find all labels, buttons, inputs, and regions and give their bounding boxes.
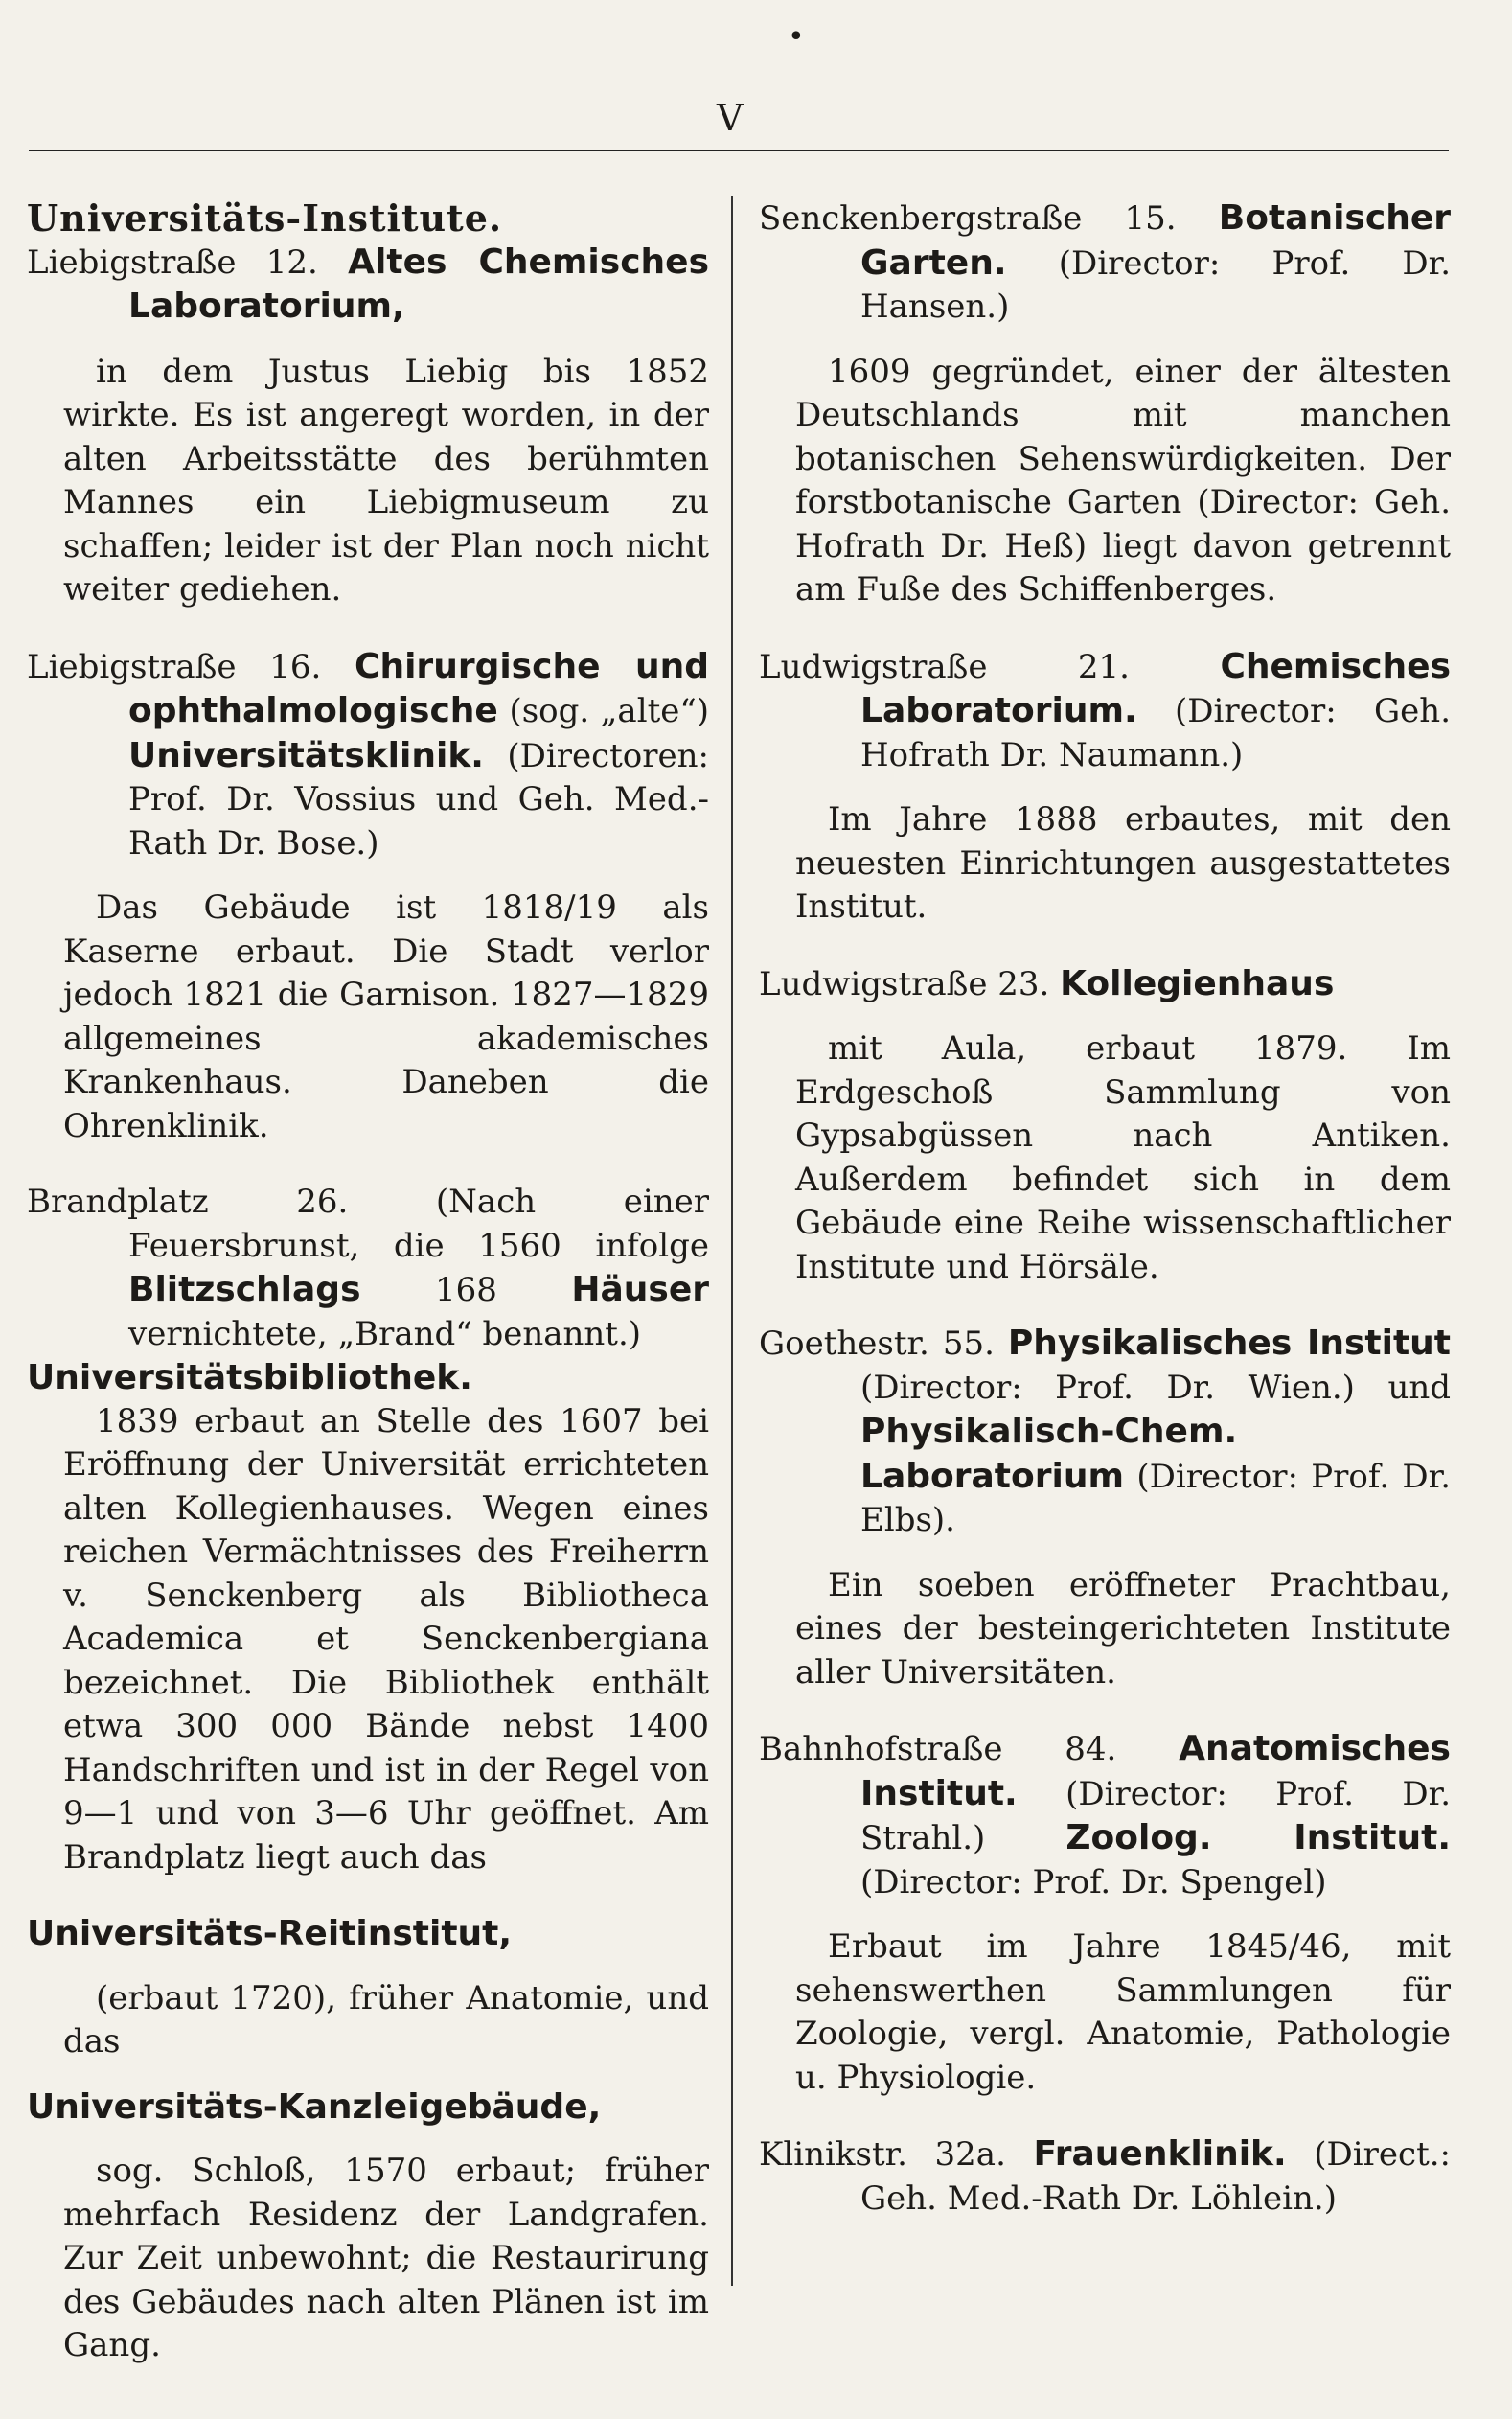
entry-directors: (Director: Geh. Hofrath Dr. Naumann.) — [860, 692, 1451, 774]
entry-description: Das Gebäude ist 1818/19 als Kaserne erbaut. Die Stadt verlor jedoch 1821 die Garnison. 1827—1829 allgemeines akademisches Krankenhaus. Daneben die Ohrenklinik. — [63, 888, 709, 1145]
entry-description: 1609 gegründet, einer der ältesten Deutschlands mit manchen botanischen Sehenswürdigkeiten. Der forstbotanische Garten (Director: Geh. Hofrath Dr. Heß) liegt davon getrennt am Fuße des Schiffenberges. — [795, 352, 1451, 609]
entry-title: Physikalisches Institut — [1007, 1324, 1452, 1363]
library-description: 1839 erbaut an Stelle des 1607 bei Eröffnung der Universität errichteten alten Kollegienhauses. Wegen eines reichen Vermächtnisses des Freiherrn v. Senckenberg als Bibliotheca Academica et Senckenbergiana bezeichnet. Die Bibliothek enthält etwa 300 000 Bände nebst 1400 Handschriften und ist in der Regel von 9—1 und von 3—6 Uhr geöffnet. Am Brandplatz liegt auch das — [63, 1401, 709, 1877]
entry-address: Klinikstr. 32a. — [759, 2135, 1006, 2174]
entry-chirurgische-klinik — [27, 645, 709, 866]
kanzleigebaeude-description: sog. Schloß, 1570 erbaut; früher mehrfach Residenz der Landgrafen. Zur Zeit unbewohnt; die Restaurirung des Gebäudes nach alten Plänen ist im Gang. — [63, 2152, 709, 2364]
entry-directors-second: (Director: Prof. Dr. Elbs). — [860, 1457, 1451, 1539]
entry-address: Liebigstraße 16. — [27, 647, 322, 686]
entry-address: Goethestr. 55. — [759, 1325, 995, 1363]
entry-directors: (Direct.: Geh. Med.-Rath Dr. Löhlein.) — [860, 2135, 1451, 2218]
entry-title: Chirurgische und ophthalmologische — [128, 646, 710, 730]
entry-address: Ludwigstraße 21. — [759, 647, 1130, 686]
entry-address: Senckenbergstraße 15. — [759, 199, 1177, 238]
entry-anatomisches-institut — [759, 1727, 1451, 1904]
entry-description: Erbaut im Jahre 1845/46, mit sehenswerthen Sammlungen für Zoologie, vergl. Anatomie, Pathologie u. Physiologie. — [795, 1927, 1451, 2097]
entry-address: Brandplatz 26. — [27, 1183, 349, 1221]
entry-chemisches-lab — [759, 645, 1451, 778]
entry-address: Ludwigstraße 23. — [759, 964, 1050, 1003]
entry-description: mit Aula, erbaut 1879. Im Erdgeschoß Sammlung von Gypsabgüssen nach Antiken. Außerdem befindet sich in dem Gebäude eine Reihe wissenschaftlicher Institute und Hörsäle. — [795, 1029, 1451, 1286]
entry-title: Altes Chemisches Laboratorium, — [128, 242, 710, 326]
entry-botanischer-garten — [759, 196, 1451, 330]
entry-title-second: Zoolog. Institut. — [1065, 1818, 1452, 1857]
entry-altes-chemisches-lab — [27, 241, 709, 330]
entry-emph: Häuser — [571, 1270, 710, 1309]
heading-reitinstitut: Universitäts-Reitinstitut, — [27, 1914, 513, 1953]
entry-description: in dem Justus Liebig bis 1852 wirkte. Es ist angeregt worden, in der alten Arbeitsstätte des berühmten Mannes ein Liebigmuseum zu schaffen; leider ist der Plan noch nicht weiter gediehen. — [63, 352, 709, 609]
page-number: V — [717, 97, 744, 139]
entry-title: Chemisches Laboratorium. — [860, 646, 1452, 730]
entry-text: vernichtete, „Brand“ benannt.) — [128, 1314, 642, 1353]
entry-address: Bahnhofstraße 84. — [759, 1730, 1117, 1768]
entry-brandplatz — [27, 1181, 709, 1356]
entry-directors: (Director: Prof. Dr. Hansen.) — [860, 243, 1451, 326]
entry-emph: Blitzschlags — [128, 1270, 361, 1309]
page-top-mark: • — [788, 20, 805, 54]
entry-description: Im Jahre 1888 erbautes, mit den neuesten Einrichtungen ausgestattetes Institut. — [795, 800, 1451, 926]
entry-title: Frauenklinik. — [1033, 2134, 1287, 2174]
entry-address: Liebigstraße 12. — [27, 242, 318, 282]
section-heading-institute: Universitäts-Institute. — [27, 196, 503, 240]
entry-title-second: Physikalisch-Chem. Laboratorium — [860, 1412, 1238, 1496]
right-column — [759, 196, 1451, 2221]
entry-directors: (Directoren: Prof. Dr. Vossius und Geh. Med.-Rath Dr. Bose.) — [128, 736, 709, 863]
entry-text: (Nach einer Feuersbrunst, die 1560 infolge — [128, 1183, 709, 1265]
entry-description: Ein soeben eröffneter Prachtbau, eines der besteingerichteten Institute aller Universitäten. — [795, 1565, 1451, 1692]
entry-title: Botanischer Garten. — [860, 198, 1451, 283]
entry-directors-second: (Director: Prof. Dr. Spengel) — [860, 1862, 1327, 1901]
heading-kanzleigebaeude: Universitäts-Kanzleigebäude, — [27, 2086, 602, 2127]
header-rule — [29, 150, 1449, 151]
entry-title: Kollegienhaus — [1060, 963, 1335, 1003]
column-divider — [731, 196, 733, 2286]
entry-text: 168 — [434, 1271, 497, 1309]
entry-directors: (Director: Prof. Dr. Strahl.) — [860, 1774, 1451, 1857]
entry-note: (sog. „alte“) — [509, 692, 709, 730]
entry-kollegienhaus — [759, 962, 1451, 1007]
entry-title-cont: Universitätsklinik. — [128, 735, 484, 775]
entry-physikalisches-institut — [759, 1322, 1451, 1543]
left-column — [27, 196, 709, 2368]
entry-frauenklinik — [759, 2132, 1451, 2221]
entry-title: Anatomisches Institut. — [860, 1729, 1451, 1813]
heading-universitaetsbibliothek: Universitätsbibliothek. — [27, 1358, 472, 1397]
entry-directors: (Director: Prof. Dr. Wien.) und — [860, 1368, 1451, 1407]
reitinstitut-description: (erbaut 1720), früher Anatomie, und das — [63, 1978, 709, 2061]
